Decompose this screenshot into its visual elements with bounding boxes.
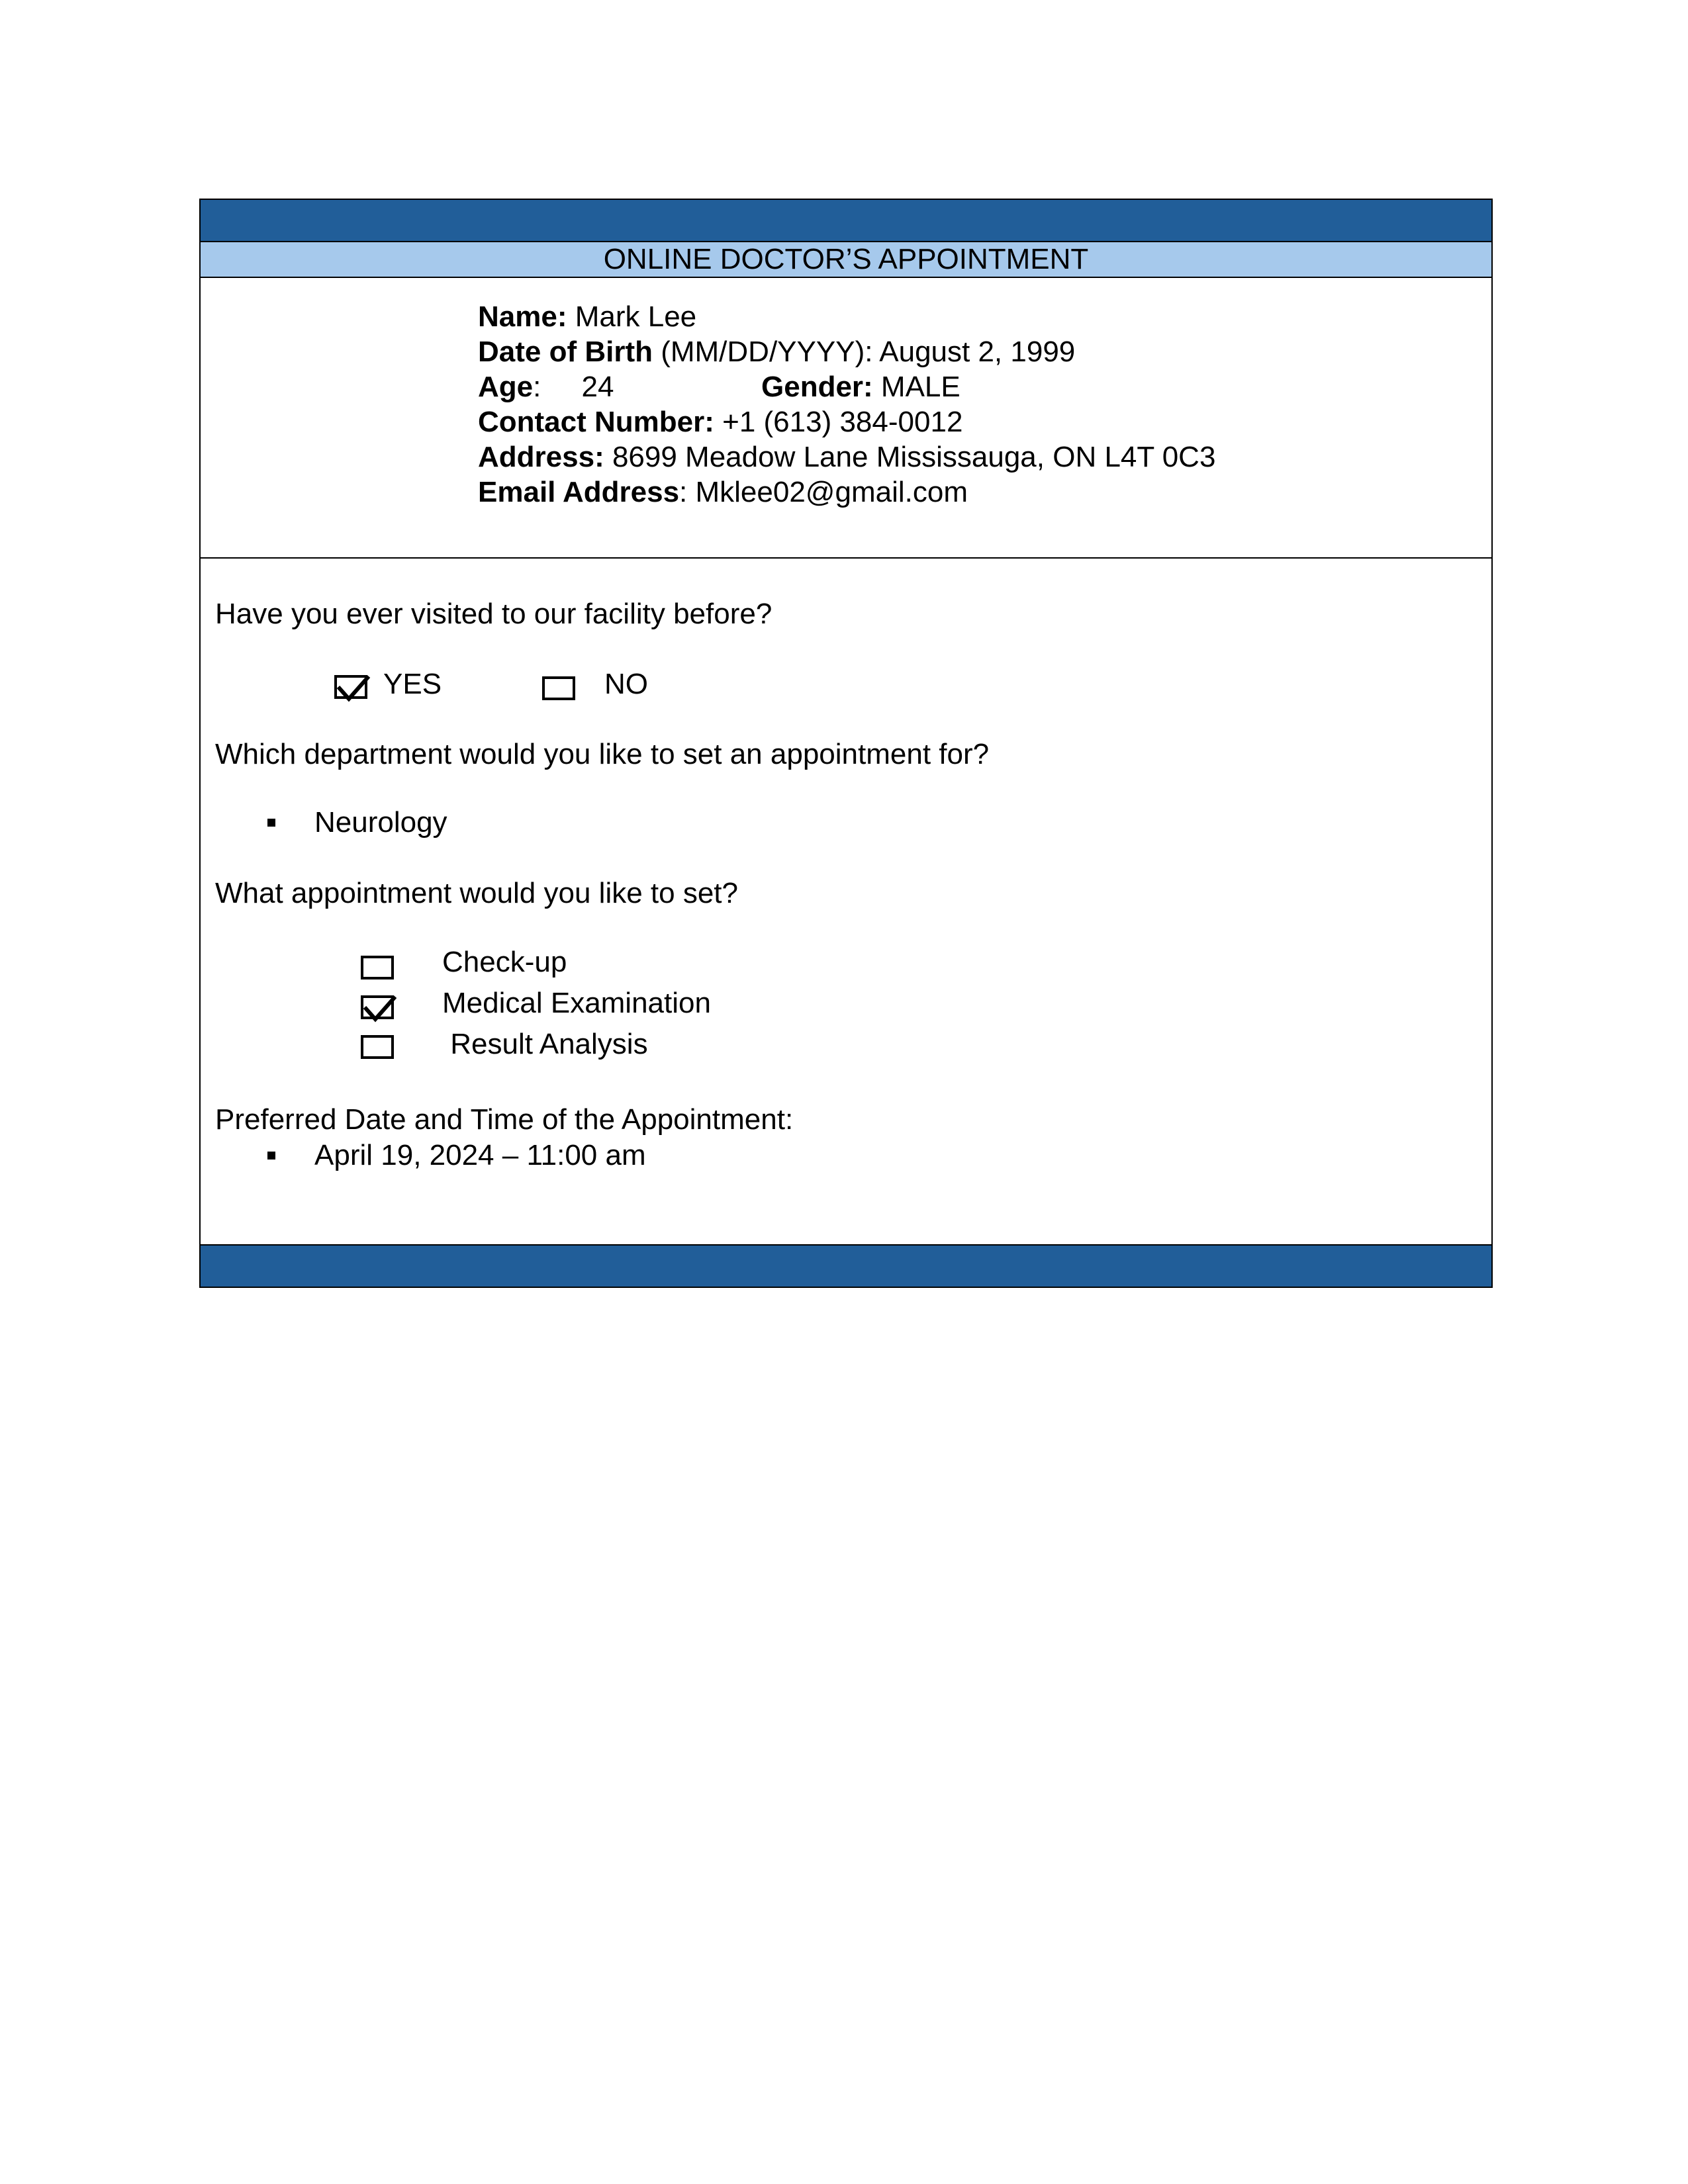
- dob-label: Date of Birth: [478, 336, 653, 368]
- department-value: Neurology: [314, 806, 447, 839]
- result-analysis-label: Result Analysis: [442, 1028, 648, 1060]
- gender-group: [761, 369, 961, 404]
- age-label: Age: [478, 371, 534, 403]
- address-line: [478, 439, 1215, 475]
- form-title-bar: [201, 242, 1491, 278]
- email-value: : Mklee02@gmail.com: [679, 476, 968, 508]
- gender-value: MALE: [872, 371, 961, 403]
- result-analysis-checkbox[interactable]: [361, 1035, 394, 1059]
- checkmark-icon: [334, 674, 373, 704]
- age-gender-line: [478, 369, 1215, 404]
- name-line: [478, 299, 1215, 334]
- contact-label: Contact Number:: [478, 406, 714, 438]
- header-band: [201, 200, 1491, 242]
- medical-exam-checkbox[interactable]: [361, 995, 394, 1019]
- address-label: Address:: [478, 441, 604, 473]
- checkup-label: Check-up: [442, 946, 567, 978]
- footer-band: [201, 1244, 1491, 1287]
- email-label: Email Address: [478, 476, 680, 508]
- bullet-icon: [267, 1152, 275, 1160]
- email-line: [478, 475, 1215, 510]
- checkmark-icon: [361, 994, 399, 1024]
- dob-value: (MM/DD/YYYY): August 2, 1999: [653, 336, 1076, 368]
- name-label: Name:: [478, 300, 567, 333]
- patient-info: [478, 299, 1215, 510]
- appointment-question: What appointment would you like to set?: [215, 877, 739, 909]
- no-checkbox[interactable]: [542, 676, 575, 700]
- bullet-icon: [267, 819, 275, 827]
- address-value: 8699 Meadow Lane Mississauga, ON L4T 0C3: [604, 441, 1216, 473]
- section-divider: [201, 557, 1491, 559]
- contact-value: +1 (613) 384-0012: [714, 406, 963, 438]
- dob-line: [478, 334, 1215, 369]
- medical-exam-label: Medical Examination: [442, 987, 711, 1019]
- checkup-checkbox[interactable]: [361, 956, 394, 979]
- preferred-value: April 19, 2024 – 11:00 am: [314, 1139, 646, 1171]
- age-value: : 24: [533, 371, 614, 403]
- gender-label: Gender:: [761, 371, 873, 403]
- form-title: ONLINE DOCTOR’S APPOINTMENT: [603, 243, 1089, 275]
- contact-line: [478, 404, 1215, 439]
- visited-question: Have you ever visited to our facility before?: [215, 598, 773, 630]
- no-label: NO: [604, 668, 648, 700]
- preferred-question: Preferred Date and Time of the Appointment:: [215, 1103, 794, 1136]
- appointment-form: [199, 199, 1493, 1288]
- name-value: Mark Lee: [567, 300, 697, 333]
- department-question: Which department would you like to set an appointment for?: [215, 738, 990, 770]
- yes-label: YES: [383, 668, 442, 700]
- yes-checkbox[interactable]: [334, 675, 367, 699]
